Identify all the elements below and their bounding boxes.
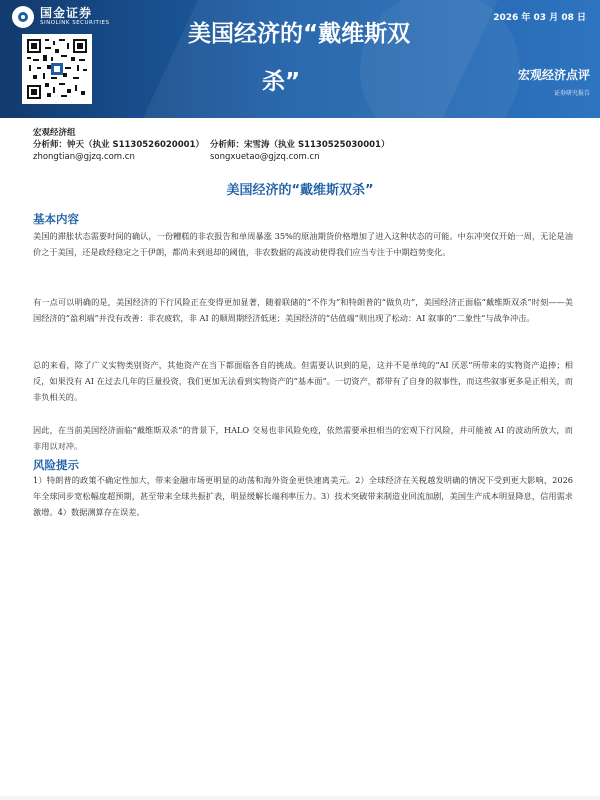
analyst-name: 分析师：钟天（执业 S1130526020001）: [33, 140, 204, 150]
report-title-line1: 美国经济的“戴维斯双: [188, 21, 411, 47]
document-title: 美国经济的“戴维斯双杀”: [226, 183, 374, 198]
report-date: 2026 年 03 月 08 日: [493, 13, 586, 23]
report-type: 证券研究报告: [553, 90, 590, 97]
section-heading-risk: 风险提示: [33, 458, 79, 472]
analyst-email[interactable]: songxuetao@gjzq.com.cn: [210, 152, 320, 162]
analyst-block: [33, 127, 573, 163]
analyst-entry: [210, 139, 410, 163]
logo-name-cn: 国金证券: [40, 6, 93, 20]
report-series: 宏观经济点评: [517, 68, 590, 82]
logo-mark-icon: [12, 6, 34, 28]
analyst-entry: [33, 139, 210, 163]
analyst-name: 分析师：宋雪涛（执业 S1130525030001）: [210, 140, 390, 150]
paragraph: 有一点可以明确的是，美国经济的下行风险正在变得更加显著，随着联储的“不作为”和特朗普的“做负功”，美国经济正面临“戴维斯双杀”时刻——美国经济的“盈利端”并没有改善：非农疲软，非 AI 的顺周期经济低迷；美国经济的“估值端”则出现了松动：AI 叙事的“二象性”与战争冲击。: [33, 297, 573, 323]
risk-paragraph: 1）特朗普的政策不确定性加大，带来金融市场更明显的动荡和海外资金更快速离美元。2）全球经济在关税越发明确的情况下受到更大影响，2026 年全球同步宽松幅度超预期，甚至带来全球共振扩表，明显缓解长端利率压力。3）技术突破带来制造业回流加剧，美国生产成本明显降息，信用需求激增。4）数据测算存在误差。: [33, 475, 573, 517]
report-title: [150, 10, 450, 106]
report-banner: [0, 0, 600, 118]
section-heading-basic: 基本内容: [33, 212, 79, 226]
qr-code-icon: [22, 34, 92, 104]
paragraph: 因此，在当前美国经济面临“戴维斯双杀”的背景下，HALO 交易也非风险免疫，依然需要承担相当的宏观下行风险，并可能被 AI 的波动所放大，而非用以对冲。: [33, 425, 573, 451]
paragraph: 美国的滞胀状态需要时间的确认，一份糟糕的非农报告和单周暴涨 35%的原油期货价格增加了进入这种状态的可能。中东冲突仅开始一周，无论是油价之于美国，还是政经稳定之于伊朗，都尚未到退却的阈值，非农数据的高波动使得我们应当专注于中期趋势变化。: [33, 231, 573, 257]
page-footer: [0, 796, 600, 800]
company-logo: [12, 6, 109, 28]
logo-name-en: SINOLINK SECURITIES: [40, 20, 110, 26]
paragraph: 总的来看，除了广义实物类别资产，其他资产在当下都面临各自的挑战。但需要认识到的是，这并不是单纯的“AI 厌恶”所带来的实物资产追捧；相反，如果没有 AI 在过去几年的巨量投资，我们更加无法看到实物资产的“基本面”。一切资产，都带有了自身的叙事性，而这些叙事更多是正相关，而非负相关的。: [33, 360, 573, 402]
analyst-group: 宏观经济组: [33, 128, 76, 138]
analyst-email[interactable]: zhongtian@gjzq.com.cn: [33, 152, 135, 162]
report-title-line2: 杀”: [262, 69, 301, 95]
